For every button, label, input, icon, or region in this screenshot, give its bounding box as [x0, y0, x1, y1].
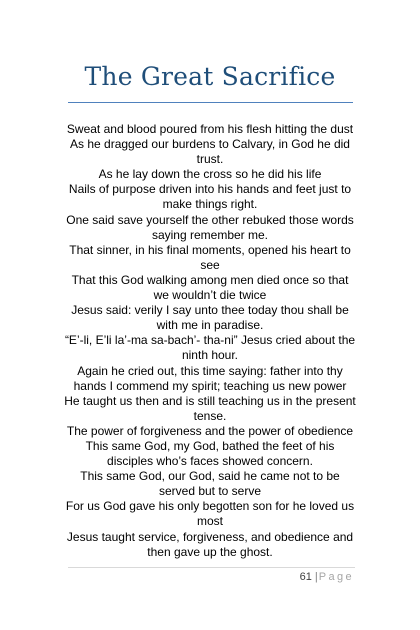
page-label: Page: [318, 571, 354, 583]
page-footer: [300, 571, 354, 583]
title-underline: [68, 102, 353, 103]
poem-body: [64, 122, 356, 560]
poem-line: One said save yourself the other rebuked those words saying remember me.: [66, 212, 354, 242]
footer-rule: [68, 567, 355, 568]
poem-line: Jesus taught service, forgiveness, and obedience and then gave up the ghost.: [66, 529, 354, 559]
poem-line: Sweat and blood poured from his flesh hitting the dust: [66, 122, 354, 136]
poem-line: That sinner, in his final moments, opened his heart to see: [69, 242, 351, 272]
footer-separator: |: [314, 571, 318, 583]
poem-line: This same God, my God, bathed the feet of his disciples who’s faces showed concern.: [85, 438, 335, 469]
poem-line: Jesus said: verily I say unto thee today thou shall be with me in paradise.: [71, 303, 349, 333]
poem-line: As he dragged our burdens to Calvary, in God he did trust.: [70, 137, 350, 167]
poem-line: For us God gave his only begotten son for he loved us most: [65, 499, 355, 529]
poem-line: As he lay down the cross so he did his life: [98, 167, 322, 182]
page-title: The Great Sacrifice: [84, 62, 336, 91]
poem-line: He taught us then and is still teaching us in the present tense.: [64, 393, 356, 423]
poem-line: This same God, our God, said he came not to be served but to serve: [80, 469, 340, 499]
poem-line: Again he cried out, this time saying: father into thy hands I commend my spirit; teaching us new power: [73, 363, 347, 393]
page-number: 61: [299, 571, 312, 583]
poem-line: That this God walking among men died once so that we wouldn’t die twice: [71, 272, 349, 303]
poem-line: Nails of purpose driven into his hands and feet just to make things right.: [68, 182, 352, 212]
poem-line: “E’-li, E’li la’-ma sa-bach’- tha-ni” Jesus cried about the ninth hour.: [64, 333, 356, 363]
poem-line: The power of forgiveness and the power of obedience: [66, 423, 354, 438]
